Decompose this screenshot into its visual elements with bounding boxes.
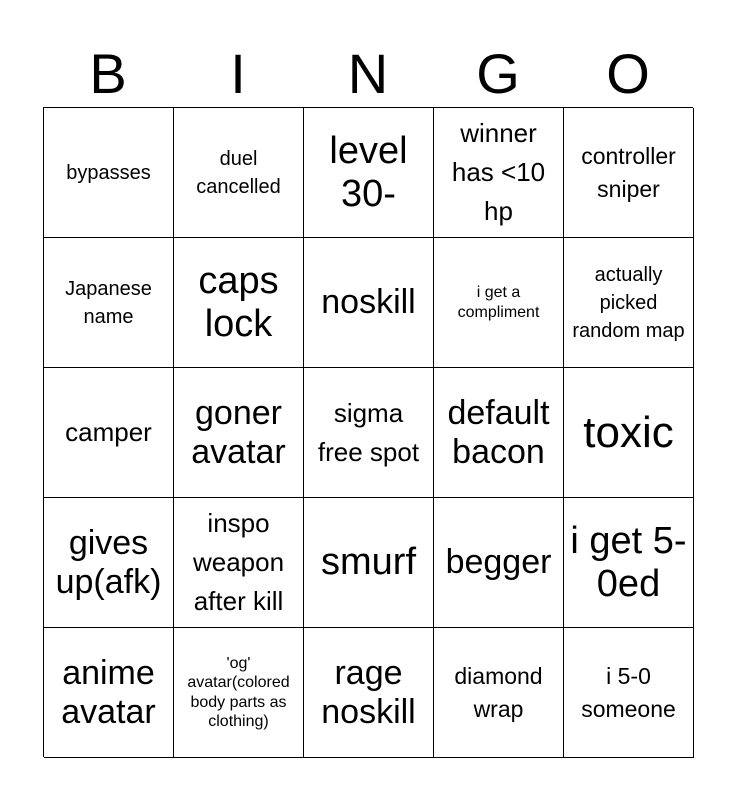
cell-text: toxic <box>583 407 674 457</box>
header-letter-b: B <box>89 42 127 105</box>
bingo-cell[interactable] <box>174 108 304 238</box>
bingo-cell[interactable] <box>304 498 434 628</box>
bingo-cell[interactable] <box>564 368 694 498</box>
cell-text: i get 5-0ed <box>570 519 687 605</box>
cell-text: bypasses <box>66 161 151 184</box>
cell-text: rage noskill <box>321 654 416 731</box>
bingo-cell[interactable] <box>434 498 564 628</box>
cell-text: level 30- <box>329 129 408 215</box>
cell-text: gives up(afk) <box>55 524 162 601</box>
cell-text: noskill <box>321 283 416 322</box>
header-letter-g: G <box>476 42 520 105</box>
bingo-cell[interactable] <box>564 108 694 238</box>
cell-text: controller sniper <box>581 143 676 202</box>
cell-text: inspo weapon after kill <box>192 508 285 616</box>
cell-text: i 5-0 someone <box>581 663 676 722</box>
cell-text: duel cancelled <box>196 147 281 198</box>
bingo-cell[interactable] <box>304 108 434 238</box>
bingo-cell[interactable] <box>304 628 434 758</box>
bingo-cell[interactable] <box>44 108 174 238</box>
cell-text: winner has <10 hp <box>451 118 546 226</box>
bingo-cell[interactable] <box>564 628 694 758</box>
bingo-cell[interactable] <box>434 238 564 368</box>
cell-text: camper <box>65 417 152 447</box>
cell-text: Japanese name <box>65 277 152 328</box>
cell-text: actually picked random map <box>572 263 685 342</box>
bingo-cell[interactable] <box>304 368 434 498</box>
bingo-cell[interactable] <box>174 238 304 368</box>
bingo-cell[interactable] <box>44 628 174 758</box>
bingo-cell[interactable] <box>564 238 694 368</box>
bingo-cell[interactable] <box>174 628 304 758</box>
cell-text: begger <box>445 543 552 582</box>
bingo-board <box>43 107 693 757</box>
bingo-cell[interactable] <box>174 368 304 498</box>
cell-text: goner avatar <box>191 394 286 471</box>
cell-text: default bacon <box>447 394 550 471</box>
cell-text: anime avatar <box>61 654 156 731</box>
bingo-cell[interactable] <box>434 368 564 498</box>
cell-text: smurf <box>321 541 416 584</box>
bingo-header <box>43 40 693 108</box>
cell-text: i get a compliment <box>457 284 540 321</box>
bingo-cell[interactable] <box>44 238 174 368</box>
bingo-cell[interactable] <box>434 108 564 238</box>
bingo-cell[interactable] <box>304 238 434 368</box>
header-letter-i: I <box>230 42 246 105</box>
header-letter-o: O <box>606 42 650 105</box>
bingo-cell[interactable] <box>564 498 694 628</box>
header-letter-n: N <box>347 42 389 105</box>
bingo-cell[interactable] <box>44 368 174 498</box>
cell-text: diamond wrap <box>454 663 543 722</box>
cell-text: sigma free spot <box>317 397 420 467</box>
cell-text: 'og' avatar(colored body parts as clothing) <box>187 655 290 730</box>
cell-text: caps lock <box>198 259 279 345</box>
bingo-cell[interactable] <box>434 628 564 758</box>
bingo-cell[interactable] <box>174 498 304 628</box>
bingo-cell[interactable] <box>44 498 174 628</box>
